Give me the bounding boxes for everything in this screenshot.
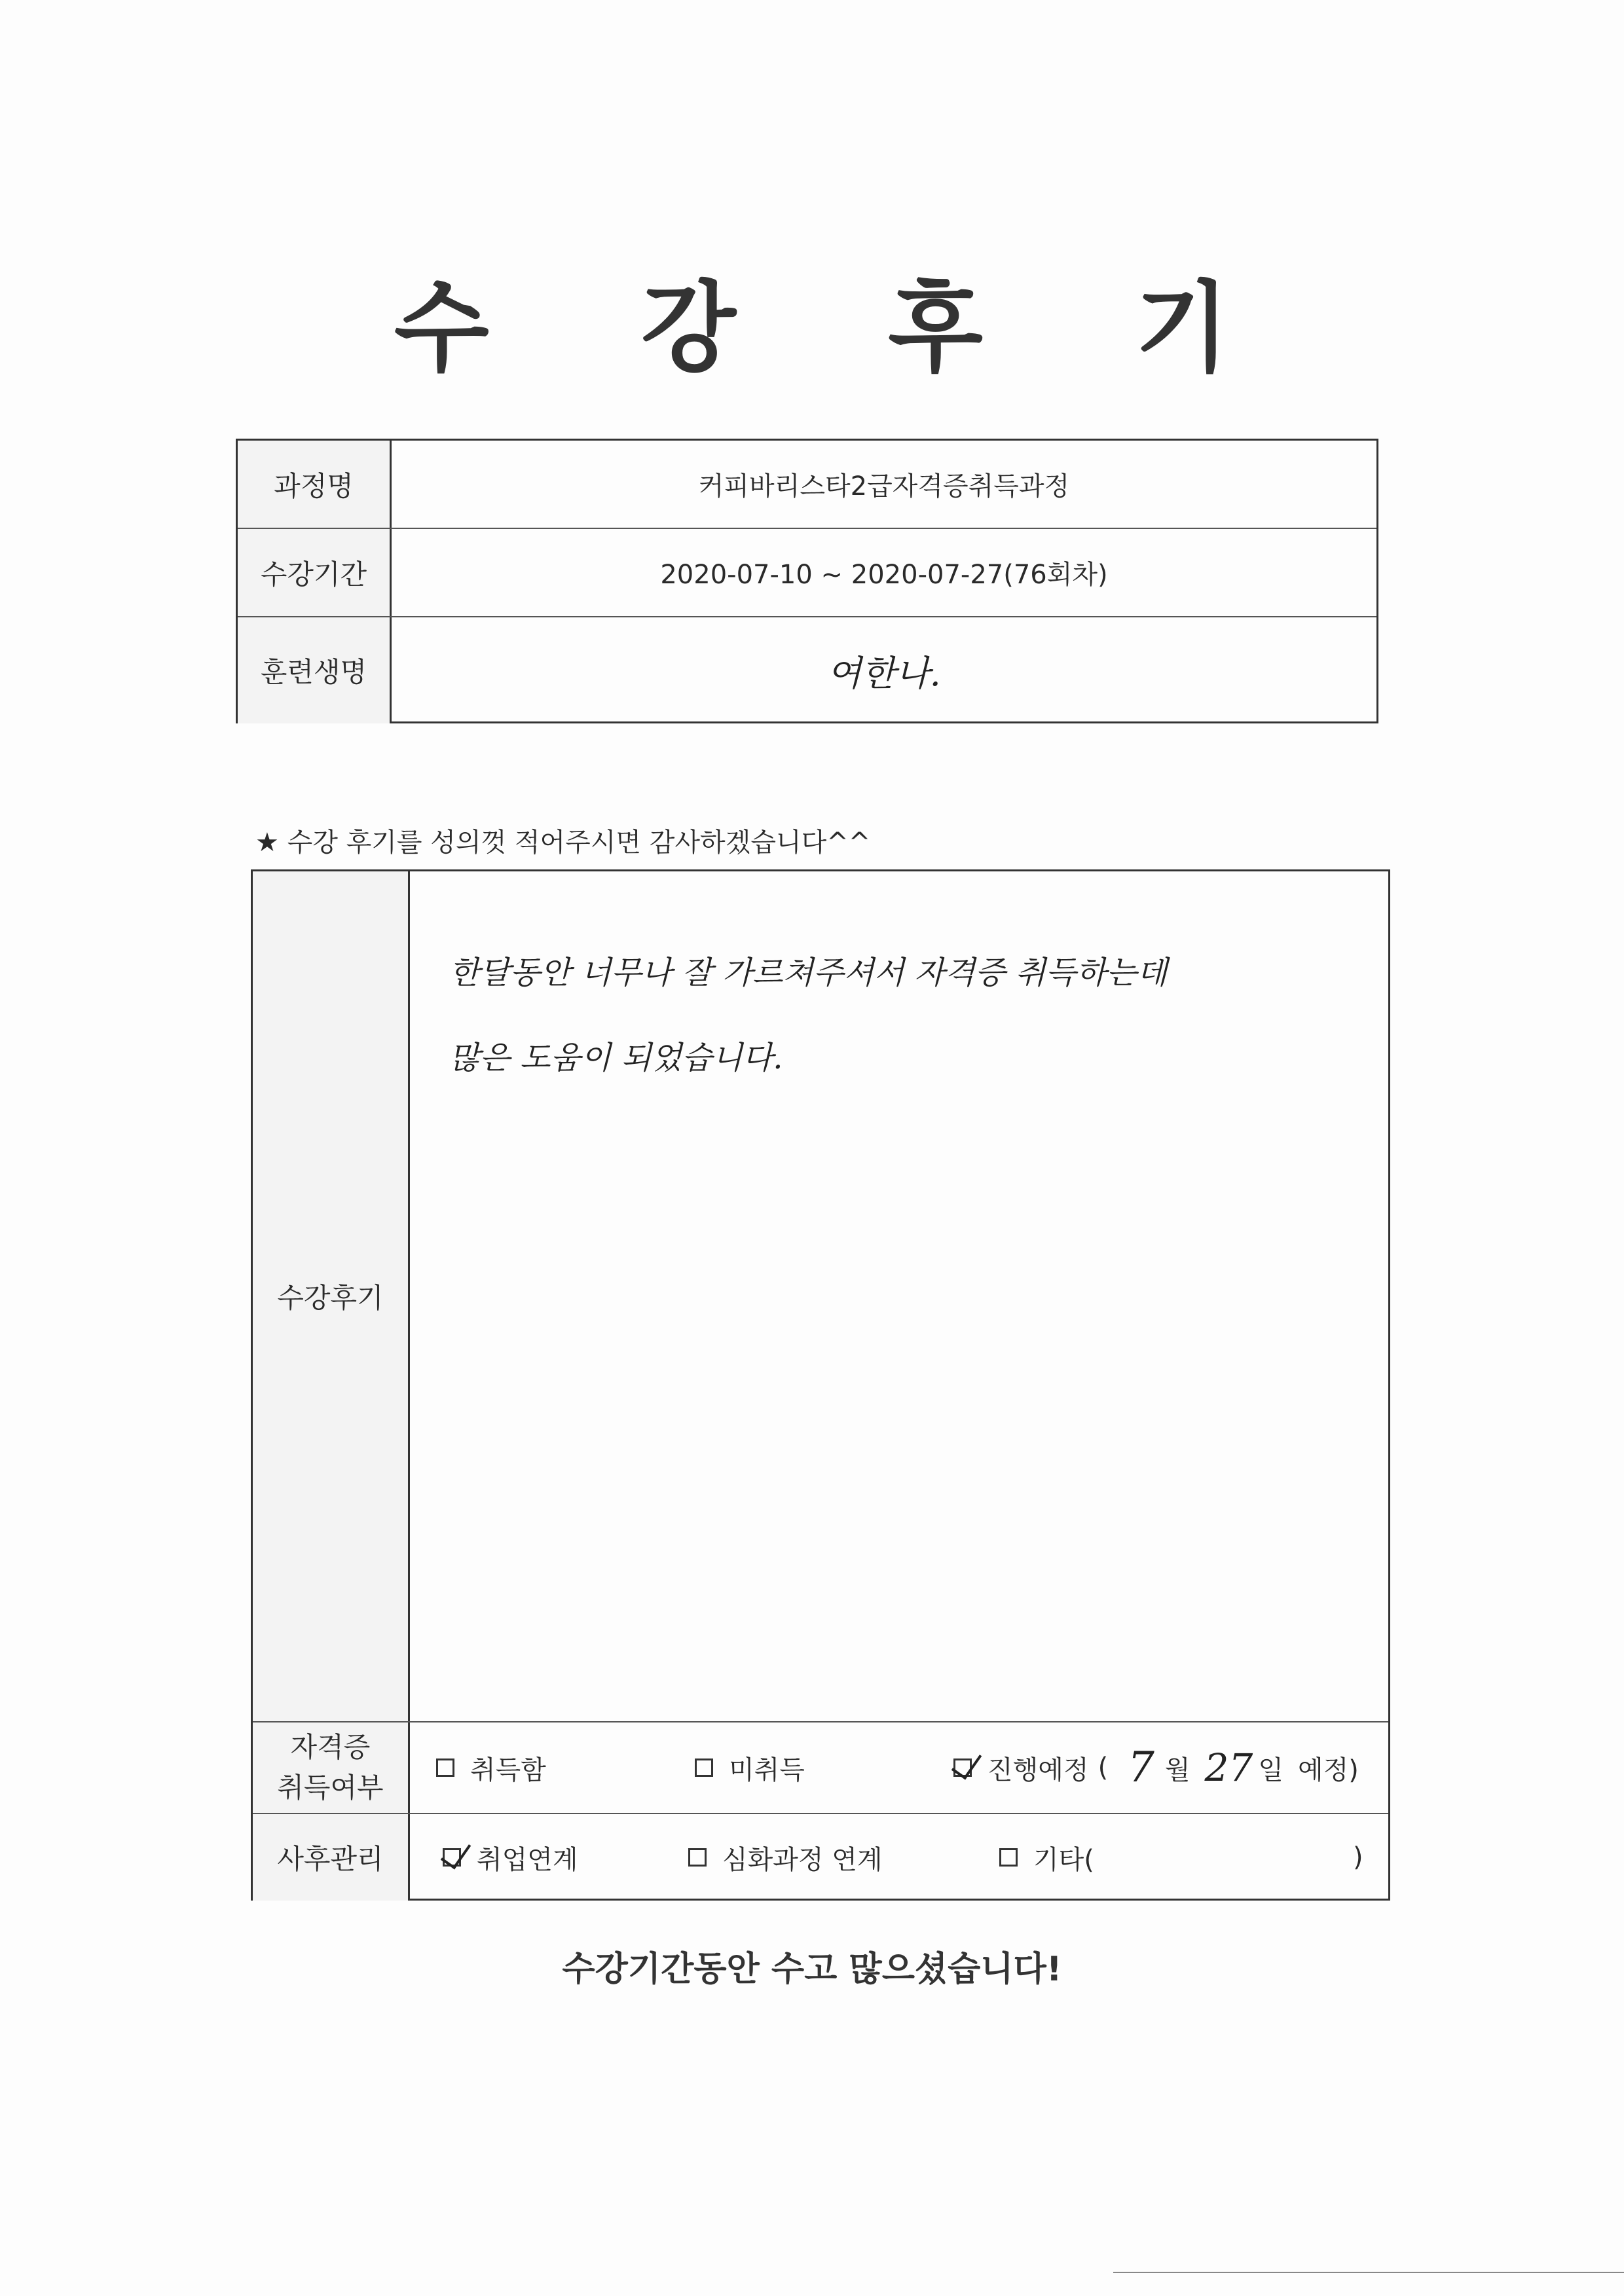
page-title: 수 강 후 기: [394, 272, 1289, 386]
trainee-label: 훈련생명: [238, 617, 392, 723]
review-section: [253, 871, 1388, 1722]
month-handwritten: 7: [1128, 1743, 1154, 1792]
certificate-label-line: 취득여부: [277, 1772, 384, 1804]
aftercare-section: [253, 1814, 1388, 1901]
period-value: 2020-07-10 ~ 2020-07-27(76회차): [660, 560, 1108, 590]
period-row: [238, 529, 1376, 617]
opt-other-label: 기타(: [1033, 1844, 1094, 1875]
trainee-row: [238, 617, 1376, 723]
opt-in-progress[interactable]: [953, 1722, 1359, 1813]
course-value: 커피바리스타2급자격증취득과정: [698, 471, 1070, 501]
opt-not-acquired[interactable]: [695, 1722, 805, 1813]
certificate-section: [253, 1722, 1388, 1814]
checkbox-advanced[interactable]: [688, 1848, 707, 1867]
review-line: 한달동안 너무나 잘 가르쳐주셔서 자격증 취득하는데: [449, 955, 1168, 991]
certificate-label: [253, 1722, 410, 1813]
opt-employment[interactable]: [443, 1814, 578, 1901]
opt-in-progress-label: 진행예정: [987, 1755, 1089, 1785]
closing-message: 수강기간동안 수고 많으셨습니다!: [562, 1950, 1062, 1989]
review-table: [251, 869, 1390, 1901]
month-unit: 월: [1164, 1755, 1190, 1785]
instruction-text: ★ 수강 후기를 성의껏 적어주시면 감사하겠습니다^^: [255, 828, 871, 858]
other-close-paren: ): [1353, 1842, 1363, 1872]
review-label: 수강후기: [253, 871, 410, 1721]
page-edge-line: [1113, 2272, 1624, 2273]
day-unit: 일: [1258, 1755, 1283, 1785]
open-paren: (: [1098, 1753, 1109, 1783]
course-label: 과정명: [238, 441, 392, 528]
checkbox-other[interactable]: [999, 1848, 1018, 1867]
checkbox-in-progress-checked[interactable]: [953, 1758, 972, 1777]
opt-employment-label: 취업연계: [477, 1844, 578, 1875]
trainee-name-handwritten: 여한나.: [827, 652, 941, 694]
review-handwritten-text: [449, 930, 1167, 1101]
scheduled-label: 예정): [1297, 1755, 1359, 1785]
aftercare-label: 사후관리: [253, 1814, 410, 1901]
opt-acquired-label: 취득함: [470, 1755, 546, 1785]
opt-other[interactable]: [999, 1814, 1094, 1901]
review-line: 많은 도움이 되었습니다.: [449, 1040, 783, 1076]
period-label: 수강기간: [238, 529, 392, 616]
course-info-table: [236, 439, 1378, 723]
opt-advanced-label: 심화과정 연계: [722, 1844, 883, 1875]
day-handwritten: 27: [1204, 1745, 1253, 1790]
checkbox-acquired[interactable]: [436, 1758, 454, 1777]
certificate-label-line: 자격증: [290, 1731, 371, 1763]
opt-advanced[interactable]: [688, 1814, 883, 1901]
checkbox-employment-checked[interactable]: [443, 1848, 461, 1867]
opt-not-acquired-label: 미취득: [729, 1755, 805, 1785]
checkbox-not-acquired[interactable]: [695, 1758, 713, 1777]
opt-acquired[interactable]: [436, 1722, 546, 1813]
course-row: [238, 441, 1376, 529]
